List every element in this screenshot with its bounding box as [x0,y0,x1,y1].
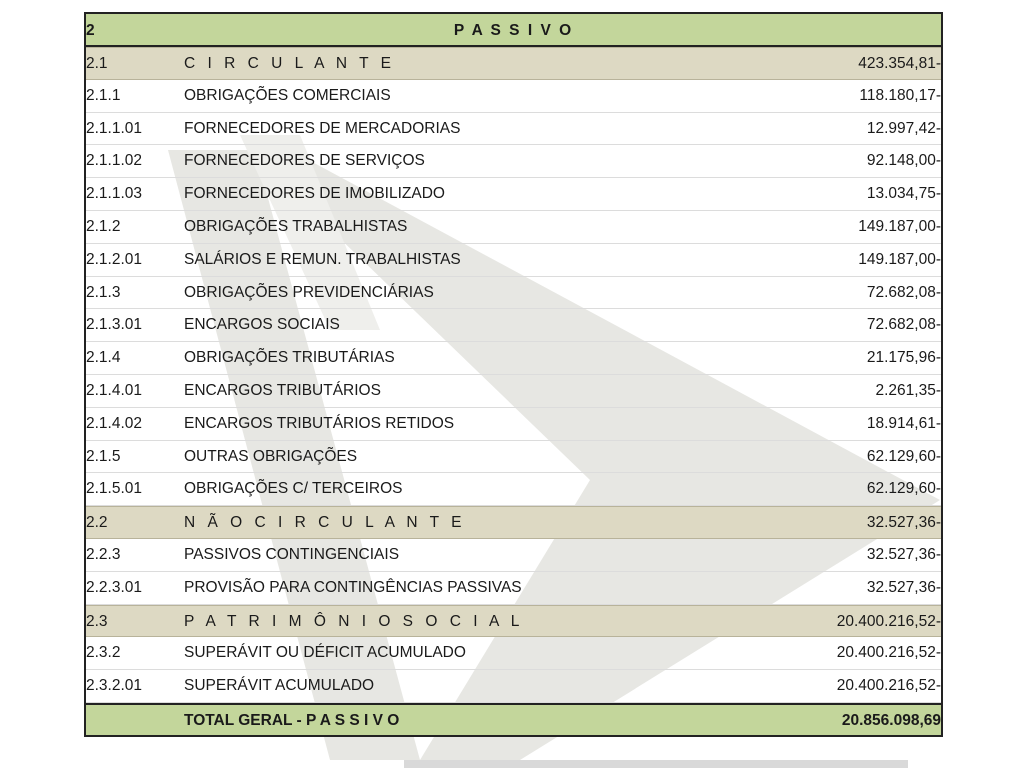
table-row [86,473,941,506]
account-value: 72.682,08- [866,316,941,334]
total-label: TOTAL GERAL - P A S S I V O [184,711,400,729]
account-value: 423.354,81- [858,55,941,72]
header-code: 2 [86,22,95,39]
table-row [86,572,941,605]
account-code: 2.2.3 [86,545,121,563]
account-value: 18.914,61- [866,414,941,432]
account-description: ENCARGOS SOCIAIS [184,316,340,334]
group-row [86,506,941,539]
account-description: PROVISÃO PARA CONTINGÊNCIAS PASSIVAS [184,578,522,596]
account-description: FORNECEDORES DE MERCADORIAS [184,119,461,137]
account-code: 2.1.1.03 [86,185,143,203]
account-value: 149.187,00- [858,217,941,235]
account-code: 2.1.3.01 [86,316,143,334]
table-body [86,47,941,703]
account-code: 2.1.1 [86,86,121,104]
table-row [86,375,941,408]
account-code: 2.1.2 [86,217,121,235]
account-description: OBRIGAÇÕES COMERCIAIS [184,86,391,104]
account-value: 72.682,08- [866,283,941,301]
account-code: 2.1 [86,55,108,72]
account-code: 2.2 [86,514,108,532]
account-description: N Ã O C I R C U L A N T E [184,514,466,532]
account-code: 2.1.1.01 [86,119,143,137]
liabilities-table [84,12,943,737]
table-row [86,113,941,146]
table-row [86,342,941,375]
account-value: 20.400.216,52- [836,612,941,630]
table-row [86,145,941,178]
account-description: ENCARGOS TRIBUTÁRIOS RETIDOS [184,414,455,432]
table-row [86,277,941,310]
account-description: FORNECEDORES DE IMOBILIZADO [184,185,445,203]
table-row [86,539,941,572]
account-code: 2.1.2.01 [86,250,143,268]
account-value: 2.261,35- [875,381,941,399]
account-description: SALÁRIOS E REMUN. TRABALHISTAS [184,250,461,268]
table-row [86,80,941,113]
account-value: 21.175,96- [866,349,941,367]
account-value: 20.400.216,52- [836,644,941,662]
account-value: 62.129,60- [866,447,941,465]
table-row [86,441,941,474]
account-description: OUTRAS OBRIGAÇÕES [184,447,358,465]
account-value: 32.527,36- [866,578,941,596]
table-row [86,670,941,703]
account-description: SUPERÁVIT OU DÉFICIT ACUMULADO [184,644,466,662]
account-value: 118.180,17- [859,86,941,104]
total-value: 20.856.098,69 [841,711,941,729]
account-description: OBRIGAÇÕES C/ TERCEIROS [184,480,403,498]
account-code: 2.3 [86,612,108,630]
account-description: P A T R I M Ô N I O S O C I A L [184,612,524,630]
account-code: 2.1.3 [86,283,121,301]
account-value: 20.400.216,52- [836,677,941,695]
account-code: 2.1.5.01 [86,480,143,498]
account-description: ENCARGOS TRIBUTÁRIOS [184,381,381,399]
account-value: 32.527,36- [866,545,941,563]
account-value: 149.187,00- [858,250,941,268]
account-description: SUPERÁVIT ACUMULADO [184,677,375,695]
account-description: C I R C U L A N T E [184,55,395,72]
account-code: 2.3.2.01 [86,677,143,695]
table-row [86,637,941,670]
total-row [86,703,941,737]
account-code: 2.2.3.01 [86,578,143,596]
footer-strip [404,760,908,768]
account-value: 13.034,75- [866,185,941,203]
header-title: P A S S I V O [453,22,574,39]
table-row [86,309,941,342]
account-value: 62.129,60- [866,480,941,498]
account-description: FORNECEDORES DE SERVIÇOS [184,152,425,170]
account-code: 2.1.4 [86,349,121,367]
table-row [86,178,941,211]
account-code: 2.1.5 [86,447,121,465]
table-row [86,211,941,244]
account-value: 92.148,00- [866,152,941,170]
account-value: 32.527,36- [866,514,941,532]
account-code: 2.1.4.02 [86,414,143,432]
account-code: 2.1.1.02 [86,152,143,170]
account-description: OBRIGAÇÕES TRIBUTÁRIAS [184,349,395,367]
account-description: PASSIVOS CONTINGENCIAIS [184,545,400,563]
account-value: 12.997,42- [866,119,941,137]
group-row [86,47,941,80]
table-header [86,12,941,47]
table-row [86,244,941,277]
account-code: 2.3.2 [86,644,121,662]
account-code: 2.1.4.01 [86,381,143,399]
group-row [86,605,941,638]
account-description: OBRIGAÇÕES PREVIDENCIÁRIAS [184,283,434,301]
account-description: OBRIGAÇÕES TRABALHISTAS [184,217,408,235]
table-row [86,408,941,441]
